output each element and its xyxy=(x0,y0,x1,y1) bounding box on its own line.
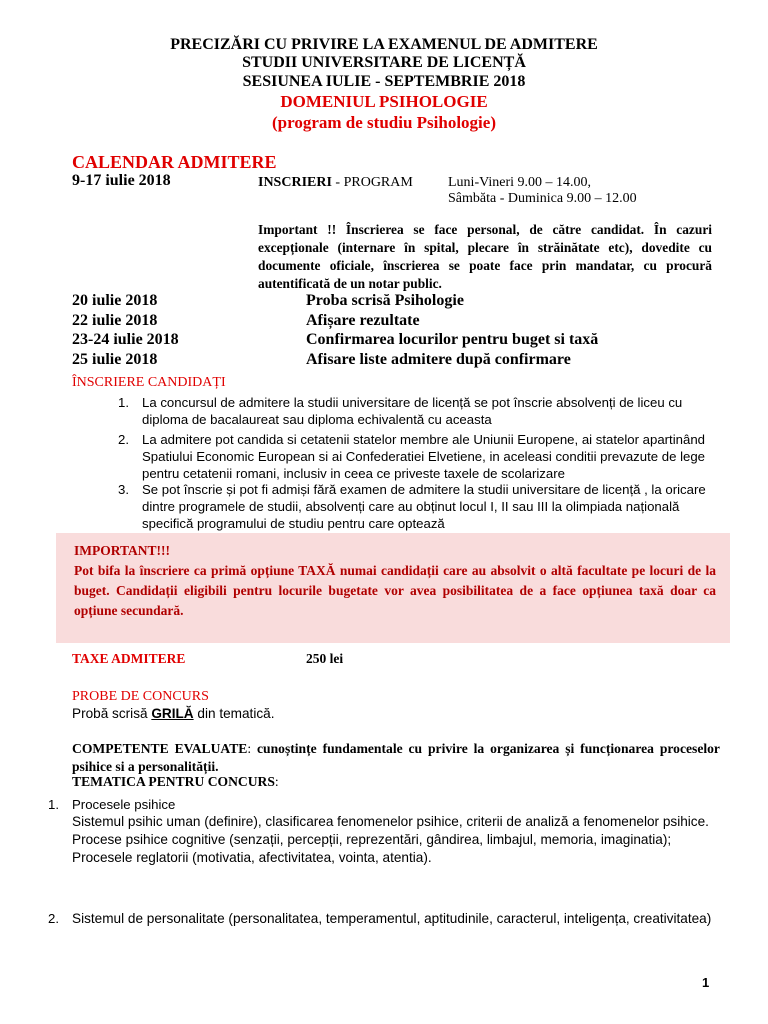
inscriere-item-text: La concursul de admitere la studii universitare de licență se pot înscrie absolvenți de liceu cu diploma de bacalaureat sau diploma echivalentă cu aceasta xyxy=(142,395,683,427)
event-label: Afișare rezultate xyxy=(306,312,420,329)
inscriere-item-num: 1. xyxy=(118,395,129,410)
tematica-line-1: Sistemul psihic uman (definire), clasificarea fenomenelor psihice, criterii de analiză a fenomenelor psihice. xyxy=(72,814,709,829)
probe-text-before: Probă scrisă xyxy=(72,706,152,721)
tematica-item-1 xyxy=(48,796,724,867)
competente-colon: : xyxy=(247,741,258,756)
inscriere-item xyxy=(118,394,718,428)
schedule-line-2: Sâmbăta - Duminica 9.00 – 12.00 xyxy=(448,191,637,206)
important-box-text: Pot bifa la înscriere ca primă opțiune TAXĂ numai candidații care au absolvit o altă facultate pe locuri de la buget. Candidații eligibili pentru locurile bugetate vor avea posibilitatea de a face opțiunea taxă doar ca opțiune secundară. xyxy=(74,563,716,618)
tematica-title-line xyxy=(72,774,279,790)
taxe-value: 250 lei xyxy=(306,651,344,666)
inscriere-item-text: Se pot înscrie și pot fi admiși fără examen de admitere la studii universitare de licență , la oricare dintre programele de studii, absolvenți care au obținut locul I, II sau III la olimpiada națională specifică programului de studiu pentru care optează xyxy=(142,482,706,531)
tematica-item-2 xyxy=(48,910,724,928)
inscriere-item-num: 2. xyxy=(118,432,129,447)
event-label: Afisare liste admitere după confirmare xyxy=(306,351,571,368)
program-label: - PROGRAM xyxy=(335,175,413,190)
calendar-first-date: 9-17 iulie 2018 xyxy=(72,172,171,189)
header-line-1: PRECIZĂRI CU PRIVIRE LA EXAMENUL DE ADMITERE xyxy=(170,36,598,53)
event-date: 22 iulie 2018 xyxy=(72,312,158,329)
tematica-item-num: 1. xyxy=(48,797,59,812)
header-line-3: SESIUNEA IULIE - SEPTEMBRIE 2018 xyxy=(242,73,526,90)
calendar-title: CALENDAR ADMITERE xyxy=(72,152,277,172)
tematica-item-heading: Procesele psihice xyxy=(72,797,176,812)
important-box-title: IMPORTANT!!! xyxy=(74,543,171,558)
header-domain: DOMENIUL PSIHOLOGIE xyxy=(280,92,488,111)
probe-text xyxy=(72,706,274,721)
competente-paragraph xyxy=(72,740,720,776)
tematica-item-heading: Sistemul de personalitate (personalitatea, temperamentul, aptitudinile, caracterul, inteligența, creativitatea) xyxy=(72,911,712,926)
tematica-colon: : xyxy=(274,774,279,789)
event-label: Proba scrisă Psihologie xyxy=(306,292,464,309)
schedule-line-1: Luni-Vineri 9.00 – 14.00, xyxy=(448,175,592,190)
tematica-line-2: Procese psihice cognitive (senzații, percepții, reprezentări, gândirea, limbajul, memoria, imaginatia); xyxy=(72,832,672,847)
tematica-title: TEMATICA PENTRU CONCURS xyxy=(72,774,275,789)
event-date: 20 iulie 2018 xyxy=(72,292,158,309)
inscrieri-label: INSCRIERI xyxy=(258,175,332,190)
tematica-line-3: Procesele reglatorii (motivatia, afectivitatea, vointa, atentia). xyxy=(72,850,432,865)
tematica-item-num: 2. xyxy=(48,911,59,926)
important-note: Important !! Înscrierea se face personal, de către candidat. În cazuri excepționale (internare în spital, plecare în străinătate etc), dovedite cu documente oficiale, înscrierea se poate face prin mandatar, cu procură autentificată de un notar public. xyxy=(258,222,712,291)
probe-title: PROBE DE CONCURS xyxy=(72,689,209,704)
important-box xyxy=(56,533,730,643)
event-label: Confirmarea locurilor pentru buget si taxă xyxy=(306,331,599,348)
event-date: 23-24 iulie 2018 xyxy=(72,331,179,348)
competente-label: COMPETENTE EVALUATE xyxy=(72,741,248,756)
competente-text: cunoștințe fundamentale cu privire la organizarea și funcționarea proceselor psihice si a personalității. xyxy=(72,741,720,774)
inscriere-item xyxy=(118,431,718,482)
event-date: 25 iulie 2018 xyxy=(72,351,158,368)
header-program: (program de studiu Psihologie) xyxy=(271,113,496,132)
inscriere-item-num: 3. xyxy=(118,482,129,497)
header-line-2: STUDII UNIVERSITARE DE LICENȚĂ xyxy=(242,54,526,71)
probe-text-emph: GRILĂ xyxy=(151,706,194,721)
taxe-label: TAXE ADMITERE xyxy=(72,651,186,666)
calendar-inscrieri xyxy=(258,175,413,191)
inscriere-item-text: La admitere pot candida si cetatenii statelor membre ale Uniunii Europene, ai statelor apartinând Spatiului Economic European si ai Confederatiei Elvetiene, in aceleasi conditii prevazute de lege pentru cetatenii romani, inclusiv in ceea ce priveste taxele de scolarizare xyxy=(142,432,706,481)
page-number: 1 xyxy=(702,975,710,990)
inscriere-title: ÎNSCRIERE CANDIDAȚI xyxy=(72,375,226,390)
inscriere-item xyxy=(118,481,718,532)
probe-text-after: din tematică. xyxy=(193,706,275,721)
